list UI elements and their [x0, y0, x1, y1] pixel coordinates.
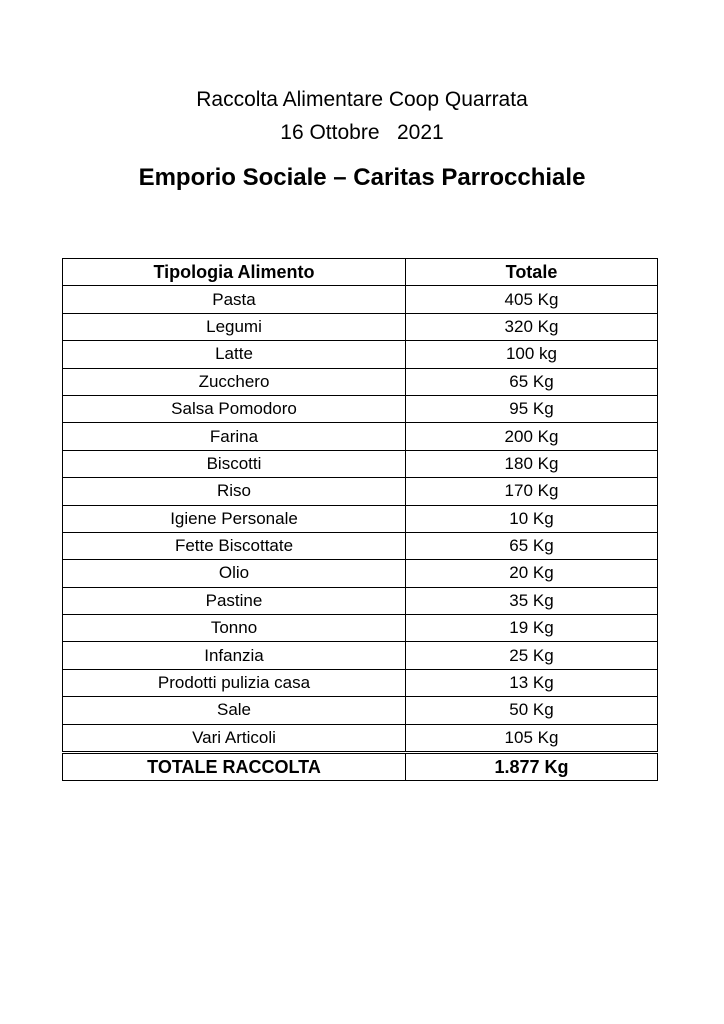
- total-cell: 200 Kg: [406, 423, 658, 450]
- document-subtitle: Emporio Sociale – Caritas Parrocchiale: [138, 164, 586, 191]
- table-row: [63, 642, 658, 669]
- food-type-cell: Riso: [63, 478, 406, 505]
- food-type-cell: Salsa Pomodoro: [63, 395, 406, 422]
- total-cell: 65 Kg: [406, 532, 658, 559]
- document-date: 16 Ottobre 2021: [280, 121, 444, 144]
- table-row: [63, 286, 658, 313]
- food-type-cell: Zucchero: [63, 368, 406, 395]
- food-type-cell: Olio: [63, 560, 406, 587]
- food-type-cell: Pasta: [63, 286, 406, 313]
- total-cell: 13 Kg: [406, 669, 658, 696]
- food-type-cell: Biscotti: [63, 450, 406, 477]
- table-row: [63, 313, 658, 340]
- total-cell: 100 kg: [406, 341, 658, 368]
- total-cell: 10 Kg: [406, 505, 658, 532]
- table-row: [63, 423, 658, 450]
- food-type-cell: Tonno: [63, 615, 406, 642]
- total-cell: 105 Kg: [406, 724, 658, 752]
- table-row: [63, 505, 658, 532]
- total-cell: 320 Kg: [406, 313, 658, 340]
- total-label: TOTALE RACCOLTA: [63, 753, 406, 781]
- table-row: [63, 669, 658, 696]
- table-row: [63, 478, 658, 505]
- food-type-cell: Igiene Personale: [63, 505, 406, 532]
- table-header-row: [63, 259, 658, 286]
- document-title: Raccolta Alimentare Coop Quarrata: [196, 88, 528, 111]
- column-header-food-type: Tipologia Alimento: [63, 259, 406, 286]
- food-type-cell: Farina: [63, 423, 406, 450]
- total-cell: 25 Kg: [406, 642, 658, 669]
- table-row: [63, 587, 658, 614]
- total-value: 1.877 Kg: [406, 753, 658, 781]
- total-cell: 405 Kg: [406, 286, 658, 313]
- table-row: [63, 450, 658, 477]
- food-type-cell: Latte: [63, 341, 406, 368]
- food-type-cell: Prodotti pulizia casa: [63, 669, 406, 696]
- food-type-cell: Legumi: [63, 313, 406, 340]
- total-cell: 20 Kg: [406, 560, 658, 587]
- column-header-total: Totale: [406, 259, 658, 286]
- total-cell: 95 Kg: [406, 395, 658, 422]
- table-row: [63, 724, 658, 752]
- table-row: [63, 615, 658, 642]
- total-cell: 65 Kg: [406, 368, 658, 395]
- table-row: [63, 341, 658, 368]
- total-cell: 19 Kg: [406, 615, 658, 642]
- total-cell: 35 Kg: [406, 587, 658, 614]
- total-cell: 170 Kg: [406, 478, 658, 505]
- food-type-cell: Infanzia: [63, 642, 406, 669]
- food-collection-table: [62, 258, 658, 781]
- table-row: [63, 697, 658, 724]
- table-row: [63, 532, 658, 559]
- food-type-cell: Pastine: [63, 587, 406, 614]
- table-row: [63, 368, 658, 395]
- total-cell: 180 Kg: [406, 450, 658, 477]
- table-row: [63, 560, 658, 587]
- total-cell: 50 Kg: [406, 697, 658, 724]
- food-type-cell: Vari Articoli: [63, 724, 406, 752]
- table-row: [63, 395, 658, 422]
- table-total-row: [63, 753, 658, 781]
- food-type-cell: Fette Biscottate: [63, 532, 406, 559]
- food-type-cell: Sale: [63, 697, 406, 724]
